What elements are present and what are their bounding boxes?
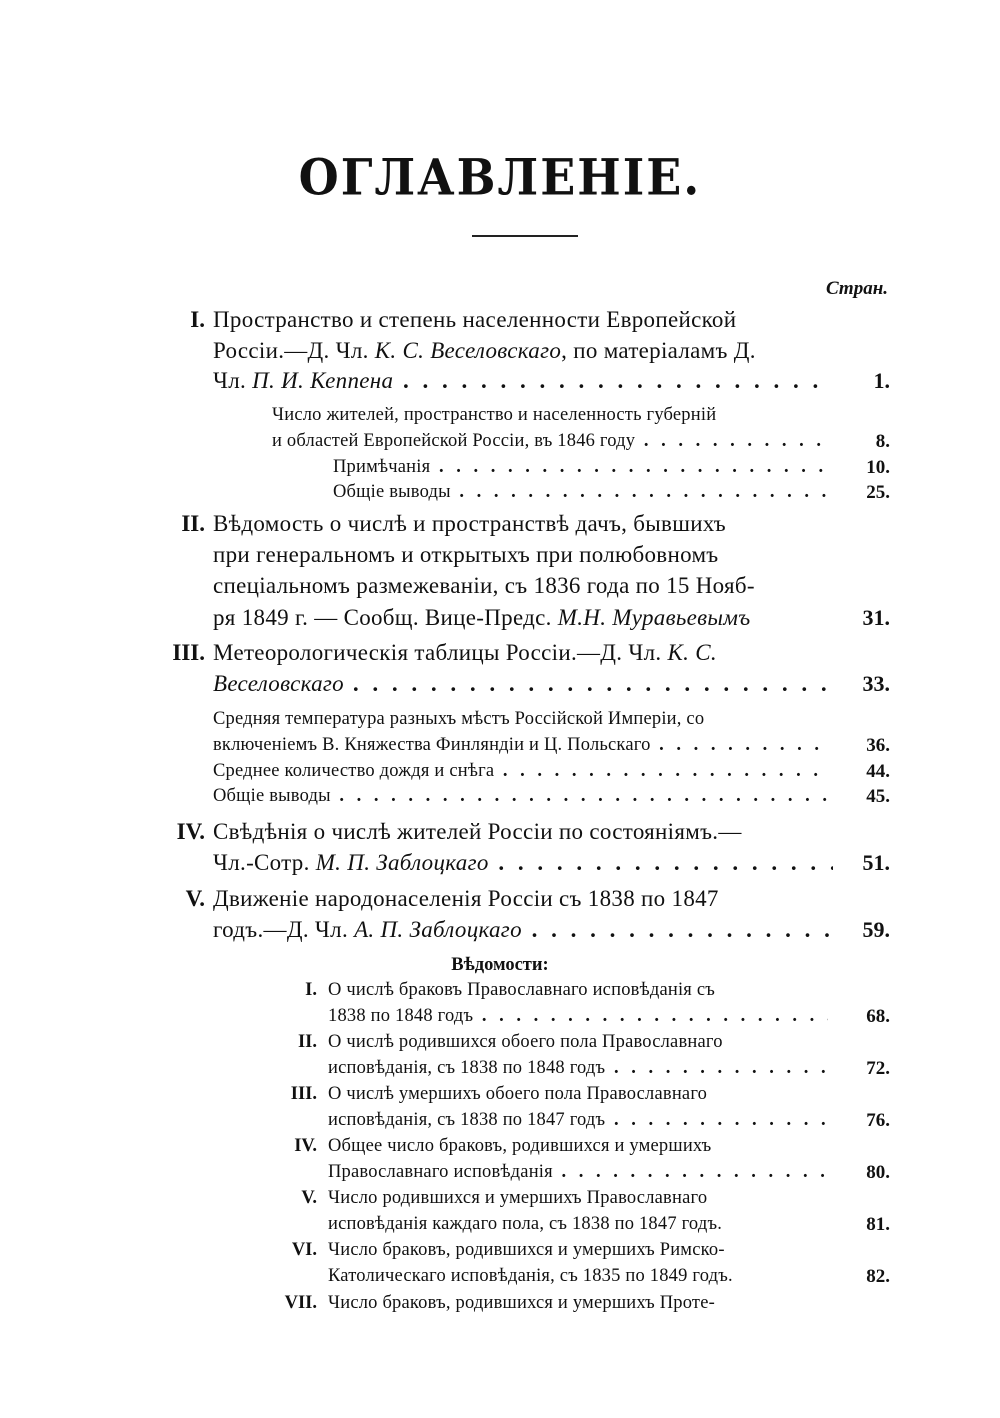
subentry-line: Средняя температура разныхъ мѣстъ Россійской Имперіи, со	[213, 709, 705, 729]
page-number: 76.	[866, 1110, 890, 1131]
subentry-line: Примѣчанія . . .	[333, 457, 828, 478]
section-title-line: Движеніе народонаселенія Россіи съ 1838 по 1847	[213, 886, 719, 911]
subentry-line: Число жителей, пространство и населенность губерній	[272, 405, 717, 425]
item-line: О числѣ умершихъ обоего пола Православнаго	[328, 1084, 708, 1104]
page-number: 68.	[866, 1006, 890, 1027]
section-title-line: Чл. П. И. Кеппена . . .	[213, 368, 833, 394]
subentry-line: Общіе выводы . . .	[213, 786, 828, 807]
item-line: Католическаго исповѣданія, съ 1835 по 1849 годъ.	[328, 1266, 733, 1286]
subentry-line: включеніемъ В. Княжества Финляндіи и Ц. Польскаго . . .	[213, 735, 828, 756]
item-line: Число родившихся и умершихъ Православнаго	[328, 1188, 708, 1208]
section-title-line: Вѣдомость о числѣ и пространствѣ дачъ, бывшихъ	[213, 511, 726, 536]
page-number: 51.	[862, 850, 890, 875]
page-number: 45.	[866, 786, 890, 807]
page-column-label: Стран.	[825, 278, 888, 299]
subentry-line: Среднее количество дождя и снѣга . . .	[213, 761, 828, 782]
item-line: О числѣ браковъ Православнаго исповѣданія съ	[328, 980, 716, 1000]
page-number: 33.	[862, 671, 890, 696]
section-title-line: Чл.-Сотр. М. П. Заблоцкаго . . .	[213, 850, 833, 876]
section-title-line: Пространство и степень населенности Европейской	[213, 307, 737, 332]
section-number: V.	[185, 886, 205, 911]
item-line: О числѣ родившихся обоего пола Православнаго	[328, 1032, 723, 1052]
subentry-line: и областей Европейской Россіи, въ 1846 году . . .	[272, 431, 828, 452]
statements-header: Вѣдомости:	[451, 955, 549, 975]
item-number: V.	[301, 1188, 317, 1208]
subentry-line: Общіе выводы . . .	[333, 482, 828, 503]
section-number: II.	[181, 511, 205, 536]
section-number: I.	[190, 307, 205, 332]
item-line: 1838 по 1848 годъ . . .	[328, 1006, 828, 1027]
item-number: I.	[305, 980, 317, 1000]
section-title-line: при генеральномъ и открытыхъ при полюбовномъ	[213, 542, 719, 567]
item-line: Православнаго исповѣданія . . .	[328, 1162, 828, 1183]
item-number: VII.	[284, 1293, 317, 1313]
section-title-line: Россіи.—Д. Чл. К. С. Веселовскаго, по матеріаламъ Д.	[213, 338, 756, 363]
item-number: II.	[297, 1032, 317, 1052]
page-number: 72.	[866, 1058, 890, 1079]
item-line: Число браковъ, родившихся и умершихъ Римско-	[328, 1240, 725, 1260]
page-number: 31.	[862, 605, 890, 630]
item-line: Число браковъ, родившихся и умершихъ Проте-	[328, 1293, 715, 1313]
page-title: ОГЛАВЛЕНІЕ.	[298, 147, 702, 207]
page-number: 25.	[866, 482, 890, 503]
item-line: Общее число браковъ, родившихся и умершихъ	[328, 1136, 712, 1156]
page-number: 44.	[866, 761, 890, 782]
page-number: 81.	[866, 1214, 890, 1235]
section-title-line: Метеорологическія таблицы Россіи.—Д. Чл. К. С.	[213, 640, 717, 665]
page-number: 80.	[866, 1162, 890, 1183]
page-number: 8.	[875, 431, 890, 452]
item-line: исповѣданія каждаго пола, съ 1838 по 1847 годъ.	[328, 1214, 723, 1234]
title-rule	[472, 235, 578, 237]
item-line: исповѣданія, съ 1838 по 1847 годъ . . .	[328, 1110, 828, 1131]
page-number: 59.	[862, 917, 890, 942]
section-title-line: годъ.—Д. Чл. А. П. Заблоцкаго . . .	[213, 917, 833, 943]
section-title-line: Свѣдѣнія о числѣ жителей Россіи по состояніямъ.—	[213, 819, 742, 844]
item-number: IV.	[294, 1136, 317, 1156]
section-title-line: Веселовскаго . . .	[213, 671, 833, 697]
page-number: 82.	[866, 1266, 890, 1287]
page-number: 1.	[873, 368, 890, 393]
item-line: исповѣданія, съ 1838 по 1848 годъ . . .	[328, 1058, 828, 1079]
item-number: III.	[290, 1084, 317, 1104]
section-title-line: спеціальномъ размежеваніи, съ 1836 года по 15 Нояб-	[213, 573, 755, 598]
page-number: 10.	[866, 457, 890, 478]
section-number: IV.	[176, 819, 205, 844]
item-number: VI.	[291, 1240, 317, 1260]
page-number: 36.	[866, 735, 890, 756]
section-title-line: ря 1849 г. — Сообщ. Вице-Предс. М.Н. Муравьевымъ	[213, 605, 751, 630]
section-number: III.	[172, 640, 205, 665]
